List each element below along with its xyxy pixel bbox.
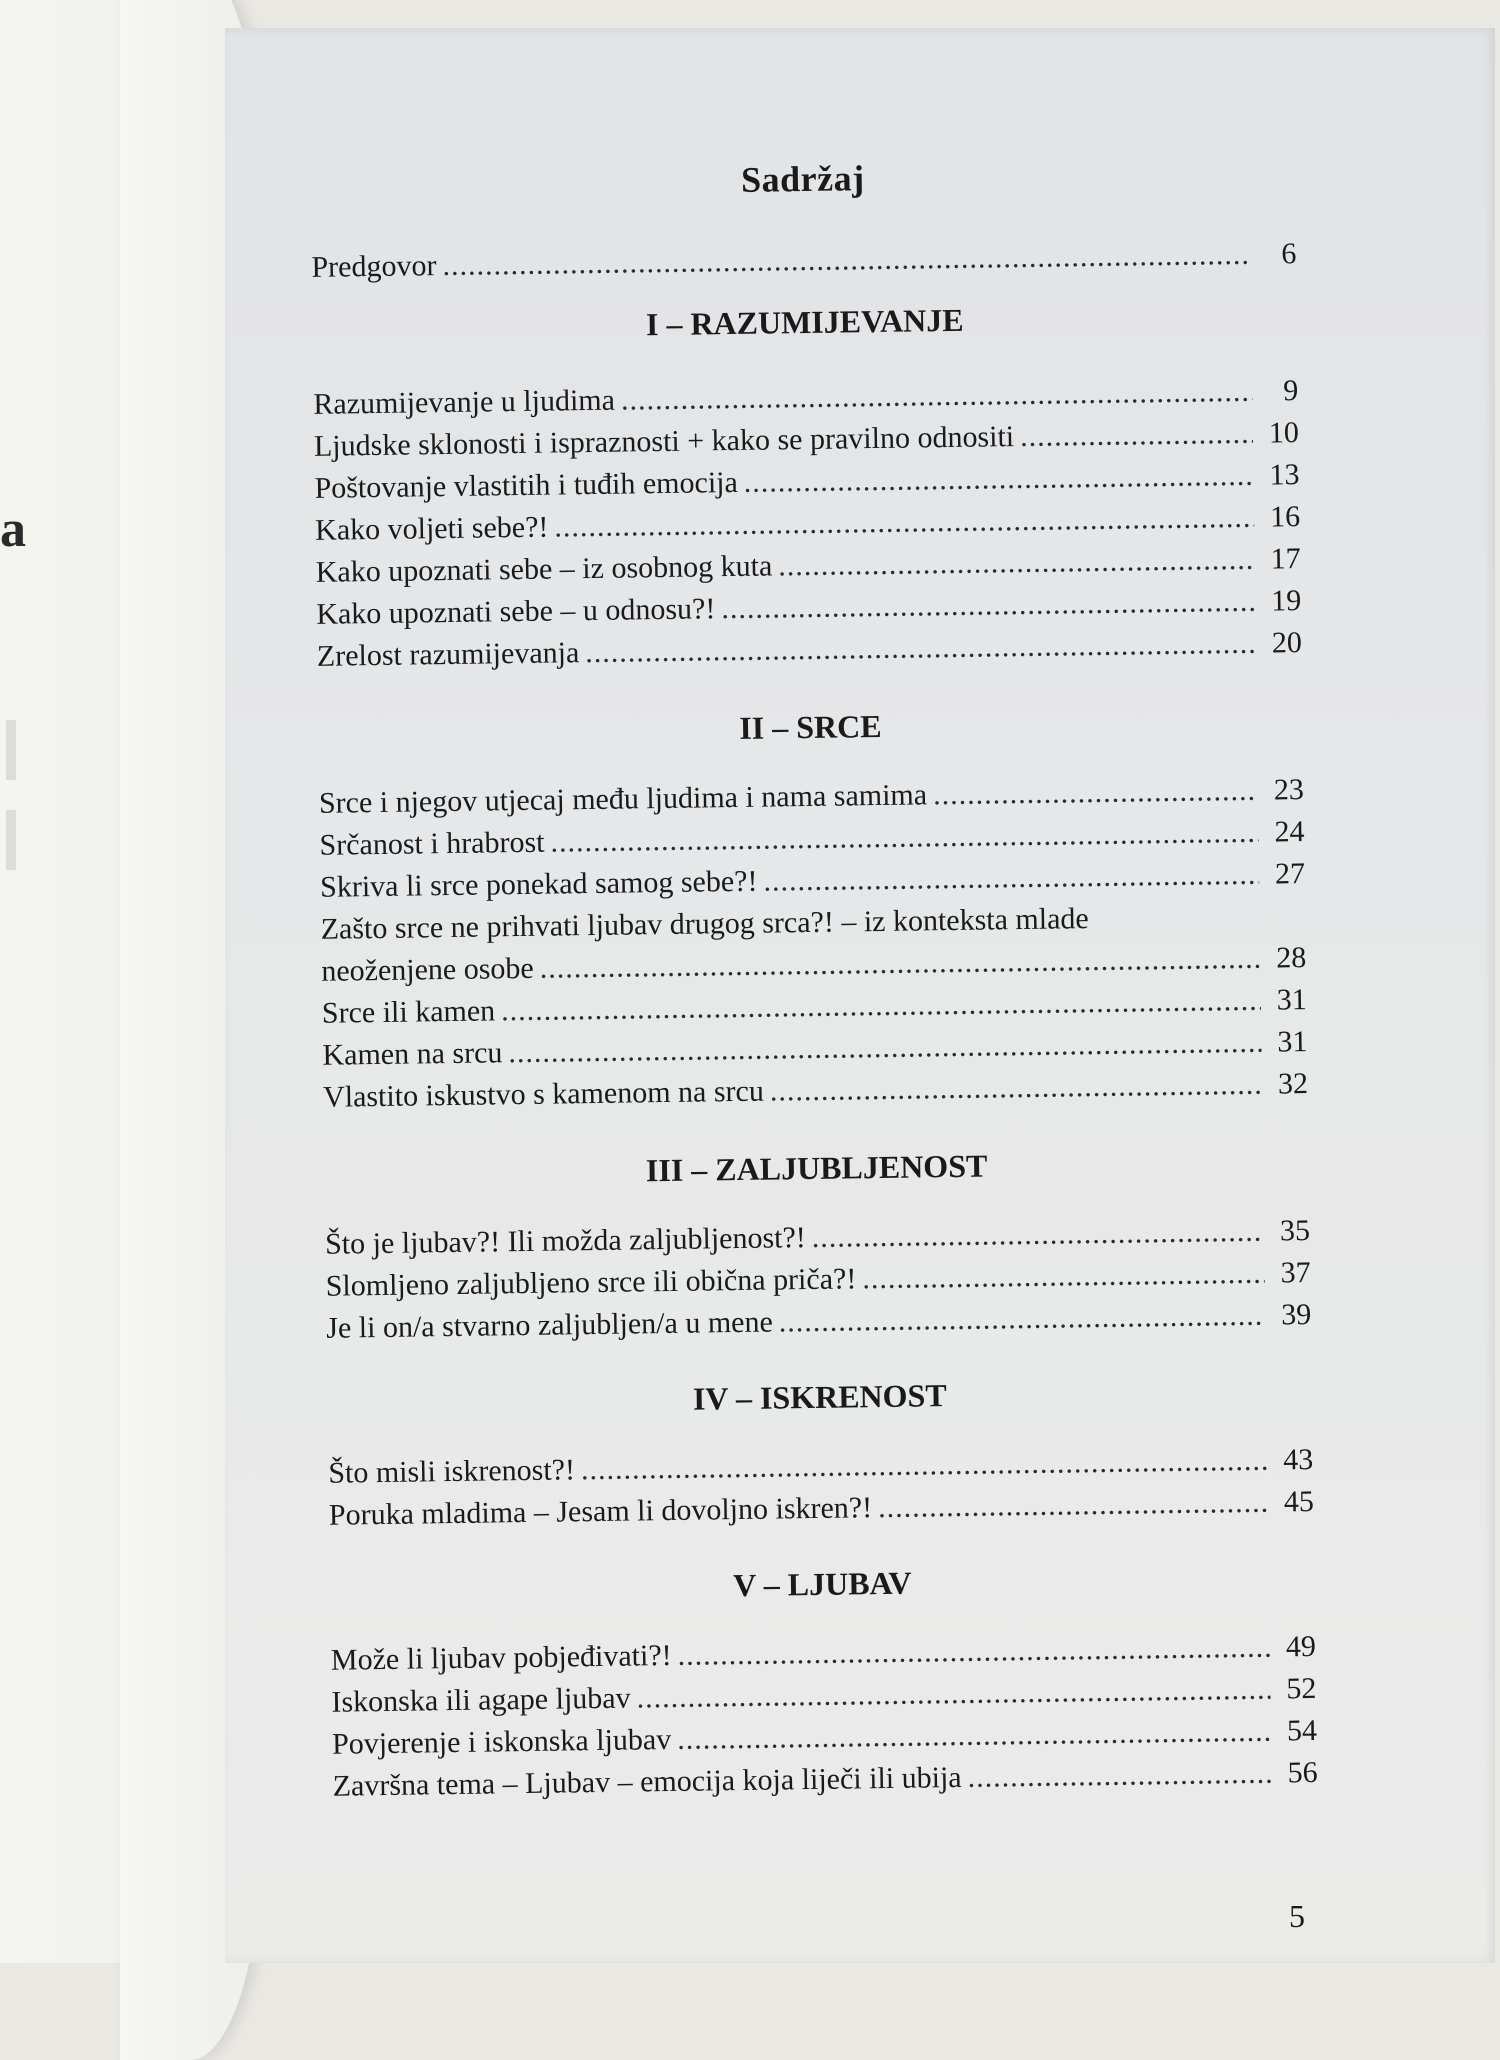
entry-page: 32 bbox=[1277, 1067, 1309, 1101]
section-title-srce: II – SRCE bbox=[739, 707, 882, 746]
toc-entry-multiline bbox=[320, 895, 1306, 993]
entry-label: Može li ljubav pobjeđivati?! bbox=[330, 1638, 672, 1677]
entry-label: Kamen na srcu bbox=[322, 1036, 503, 1072]
dot-leader bbox=[967, 1753, 1272, 1799]
entry-label: Srce i njegov utjecaj među ljudima i nama samima bbox=[318, 778, 928, 820]
entry-label: Razumijevanje u ljudima bbox=[313, 383, 616, 421]
entry-label: Poštovanje vlastitih i tuđih emocija bbox=[314, 465, 739, 505]
entry-page: 37 bbox=[1280, 1256, 1311, 1290]
table-of-contents bbox=[310, 151, 1318, 1808]
entry-label: Srčanost i hrabrost bbox=[319, 825, 545, 862]
entry-label-line2: neoženjene osobe bbox=[321, 951, 534, 988]
entry-label: Kako upoznati sebe – iz osobnog kuta bbox=[315, 549, 773, 589]
dot-leader bbox=[721, 581, 1255, 630]
entry-page: 54 bbox=[1286, 1713, 1318, 1748]
entry-label: Završna tema – Ljubav – emocija koja liječi ili ubija bbox=[332, 1760, 962, 1803]
dot-leader bbox=[763, 854, 1259, 903]
left-page bbox=[0, 0, 225, 1963]
entry-label-line1: Zašto srce ne prihvati ljubav drugog srca?! – iz konteksta mlade bbox=[320, 902, 1089, 946]
section-title-iskrenost: IV – ISKRENOST bbox=[692, 1377, 947, 1417]
entry-label: Poruka mladima – Jesam li dovoljno iskren?! bbox=[328, 1491, 873, 1532]
entry-page: 52 bbox=[1286, 1671, 1317, 1706]
section-entries bbox=[331, 1626, 1318, 1808]
dot-leader bbox=[778, 1295, 1265, 1344]
entry-label: Što je ljubav?! Ili možda zaljubljenost?! bbox=[324, 1221, 807, 1261]
entry-page: 45 bbox=[1283, 1484, 1315, 1519]
dot-leader bbox=[585, 623, 1256, 674]
entry-page: 27 bbox=[1274, 857, 1306, 891]
entry-label: Srce ili kamen bbox=[321, 994, 496, 1030]
entry-page: 13 bbox=[1269, 458, 1300, 492]
entry-label: Što misli iskrenost?! bbox=[328, 1453, 576, 1490]
dot-leader bbox=[442, 234, 1251, 287]
entry-page: 9 bbox=[1283, 374, 1299, 408]
entry-page: 39 bbox=[1280, 1298, 1312, 1332]
entry-label: Skriva li srce ponekad samog sebe?! bbox=[319, 864, 758, 904]
entry-page: 31 bbox=[1277, 1025, 1308, 1059]
entry-label: Vlastito iskustvo s kamenom na srcu bbox=[322, 1074, 765, 1114]
left-page-text: a bbox=[0, 501, 26, 558]
entry-label: Zrelost razumijevanja bbox=[316, 636, 580, 673]
section-title-zaljubljenost: III – ZALJUBLJENOST bbox=[645, 1147, 988, 1189]
section-title-razumijevanje: I – RAZUMIJEVANJE bbox=[645, 301, 964, 343]
entry-label: Ljudske sklonosti i ispraznosti + kako se pravilno odnositi bbox=[313, 420, 1015, 463]
dot-leader bbox=[1020, 413, 1253, 458]
section-entries bbox=[325, 1210, 1312, 1350]
entry-page: 23 bbox=[1273, 773, 1305, 807]
entry-label: Predgovor bbox=[311, 249, 437, 284]
entry-page: 56 bbox=[1287, 1755, 1318, 1790]
entry-page: 19 bbox=[1271, 584, 1302, 618]
entry-label: Iskonska ili agape ljubav bbox=[331, 1681, 631, 1719]
entry-page: 28 bbox=[1275, 941, 1307, 975]
entry-label: Je li on/a stvarno zaljubljen/a u mene bbox=[326, 1305, 774, 1345]
page-number: 5 bbox=[1289, 1898, 1305, 1934]
section-title-ljubav: V – LJUBAV bbox=[732, 1564, 912, 1604]
entry-page: 16 bbox=[1269, 500, 1301, 534]
entry-label: Kako voljeti sebe?! bbox=[314, 510, 549, 547]
dot-leader bbox=[933, 770, 1258, 817]
entry-page: 43 bbox=[1282, 1442, 1314, 1477]
section-entries bbox=[313, 370, 1302, 678]
entry-page: 35 bbox=[1279, 1214, 1311, 1248]
left-page-faint-mark bbox=[6, 810, 16, 870]
entry-page: 49 bbox=[1285, 1629, 1317, 1664]
dot-leader bbox=[862, 1253, 1265, 1301]
dot-leader bbox=[770, 1064, 1263, 1113]
dot-leader bbox=[744, 455, 1254, 504]
section-entries bbox=[328, 1439, 1314, 1537]
section-entries bbox=[319, 769, 1309, 1119]
entry-page: 17 bbox=[1270, 542, 1301, 576]
dot-leader bbox=[878, 1482, 1268, 1529]
entry-page: 6 bbox=[1281, 237, 1297, 271]
entry-page: 10 bbox=[1268, 416, 1300, 450]
toc-title: Sadržaj bbox=[740, 158, 865, 200]
entry-label: Povjerenje i iskonska ljubav bbox=[331, 1722, 672, 1761]
entry-label: Kako upoznati sebe – u odnosu?! bbox=[316, 592, 716, 631]
dot-leader bbox=[811, 1211, 1264, 1259]
toc-entry-preface bbox=[311, 233, 1296, 289]
entry-page: 31 bbox=[1276, 983, 1308, 1017]
entry-page: 20 bbox=[1271, 626, 1303, 660]
entry-page: 24 bbox=[1274, 815, 1305, 849]
entry-label: Slomljeno zaljubljeno srce ili obična priča?! bbox=[325, 1262, 857, 1303]
dot-leader bbox=[778, 539, 1255, 588]
left-page-faint-mark bbox=[6, 720, 16, 780]
